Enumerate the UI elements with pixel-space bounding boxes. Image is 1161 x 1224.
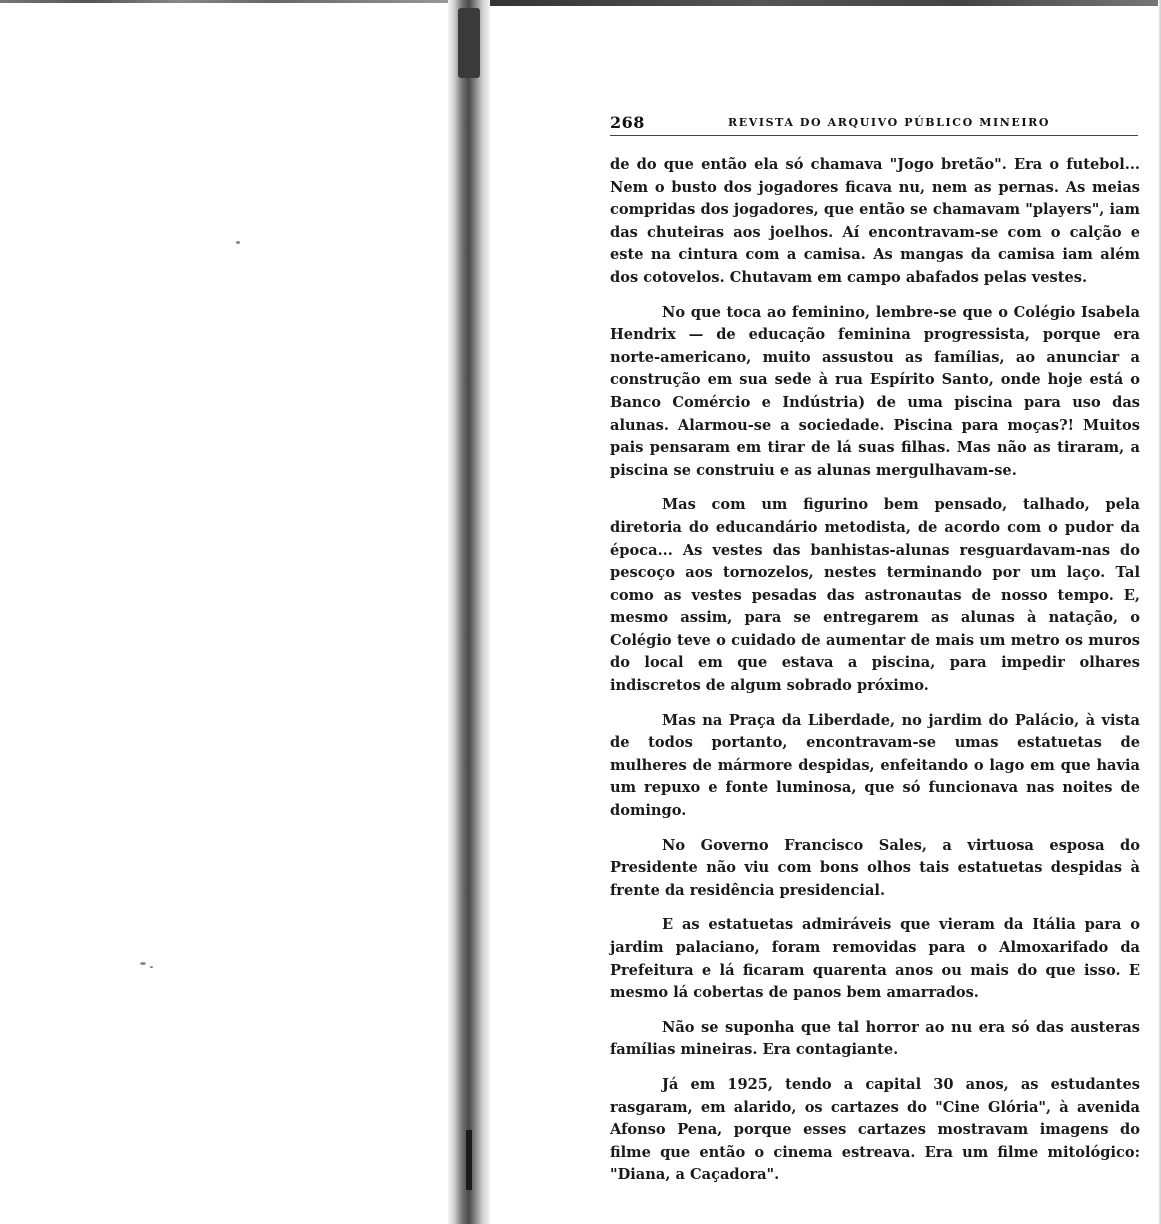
left-page-top-edge (0, 0, 452, 3)
dust-speck (150, 966, 153, 968)
page-number: 268 (610, 113, 645, 132)
running-head (610, 113, 1138, 136)
paragraph: de do que então ela só chamava "Jogo bretão". Era o futebol... Nem o busto dos jogadores ficava nu, nem as pernas. As meias compridas dos jogadores, que então se chamavam "players", iam das chuteiras aos joelhos. Aí encontravam-se com o calção e este na cintura com a camisa. As mangas da camisa iam além dos cotovelos. Chutavam em campo abafados pelas vestes. (610, 156, 1140, 286)
paragraph: Não se suponha que tal horror ao nu era só das austeras famílias mineiras. Era contagiante. (610, 1018, 1140, 1059)
right-page-top-edge (490, 0, 1161, 6)
dust-speck (236, 241, 240, 244)
paragraph: No que toca ao feminino, lembre-se que o Colégio Isabela Hendrix — de educação feminina progressista, porque era norte-americano, muito assustou as famílias, ao anunciar a construção em sua sede à rua Espírito Santo, onde hoje está o Banco Comércio e Indústria) de uma piscina para uso das alunas. Alarmou-se a sociedade. Piscina para moças?! Muitos pais pensaram em tirar de lá suas filhas. Mas não as tiraram, a piscina se construiu e as alunas mergulhavam-se. (610, 303, 1140, 479)
right-text-page (490, 0, 1161, 1224)
gutter-shadow-top (458, 8, 480, 78)
journal-title: REVISTA DO ARQUIVO PÚBLICO MINEIRO (728, 116, 1051, 129)
gutter-dark-mark (466, 1130, 472, 1190)
book-gutter (448, 0, 490, 1224)
dust-speck (140, 962, 146, 965)
paragraph: No Governo Francisco Sales, a virtuosa esposa do Presidente não viu com bons olhos tais estatuetas despidas à frente da residência presidencial. (610, 836, 1140, 899)
body-text (610, 154, 1140, 1199)
paragraph: Mas na Praça da Liberdade, no jardim do Palácio, à vista de todos portanto, encontravam-se umas estatuetas de mulheres de mármore despidas, enfeitando o lago em que havia um repuxo e fonte luminosa, que só funcionava nas noites de domingo. (610, 711, 1140, 820)
paragraph: E as estatuetas admiráveis que vieram da Itália para o jardim palaciano, foram removidas para o Almoxarifado da Prefeitura e lá ficaram quarenta anos ou mais do que isso. E mesmo lá cobertas de panos bem amarrados. (610, 916, 1140, 1002)
paragraph: Já em 1925, tendo a capital 30 anos, as estudantes rasgaram, em alarido, os cartazes do "Cine Glória", à avenida Afonso Pena, porque esses cartazes mostravam imagens do filme que então o cinema estreava. Era um filme mitológico: "Diana, a Caçadora". (610, 1075, 1140, 1184)
left-blank-page (0, 0, 452, 1224)
paragraph: Mas com um figurino bem pensado, talhado, pela diretoria do educandário metodista, de acordo com o pudor da época... As vestes das banhistas-alunas resguardavam-nas do pescoço aos tornozelos, nestes terminando por um laço. Tal como as vestes pesadas das astronautas de nosso tempo. E, mesmo assim, para se entregarem as alunas à natação, o Colégio teve o cuidado de aumentar de mais um metro os muros do local em que estava a piscina, para impedir olhares indiscretos de algum sobrado próximo. (610, 496, 1140, 695)
